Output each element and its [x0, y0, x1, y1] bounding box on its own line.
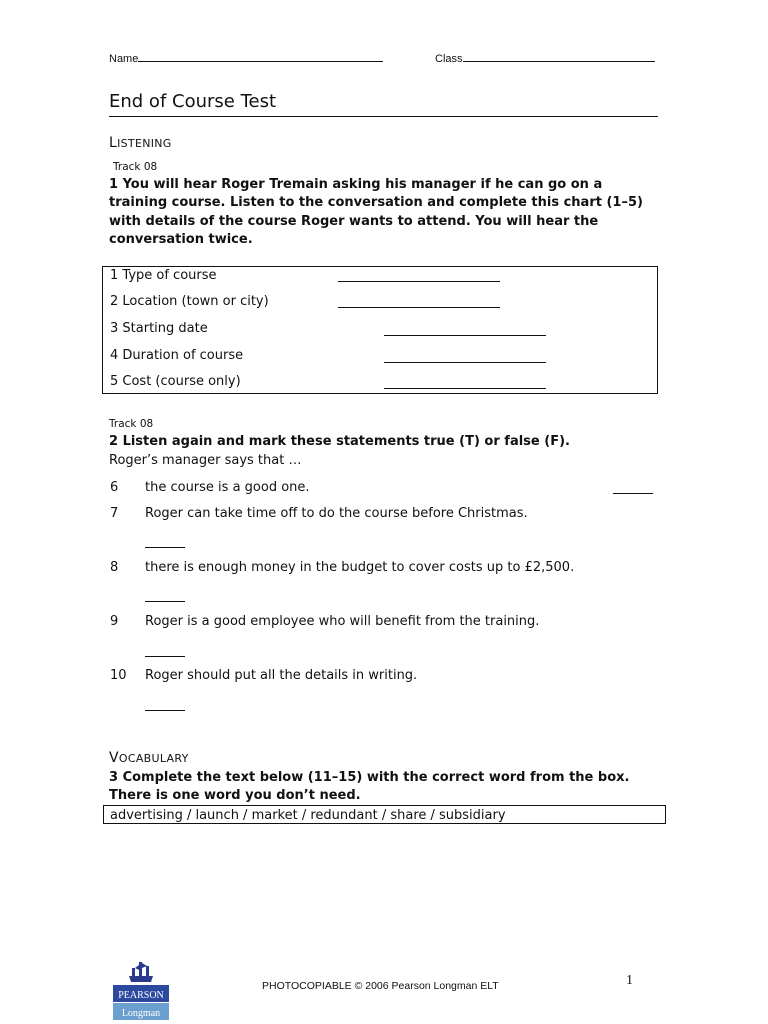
statement-number: 8 — [110, 560, 119, 575]
word-box: advertising / launch / market / redundant / share / subsidiary — [103, 805, 666, 824]
name-blank — [138, 61, 383, 62]
q2-instruction: 2 Listen again and mark these statements true (T) or false (F). — [109, 434, 570, 449]
track-label-2: Track 08 — [109, 418, 154, 430]
answer-blank[interactable] — [145, 655, 185, 657]
statement-text: the course is a good one. — [145, 480, 310, 495]
name-field — [109, 53, 383, 65]
statement-text: Roger should put all the details in writing. — [145, 668, 418, 683]
pearson-longman-logo — [113, 956, 169, 1020]
chart-answer-blank[interactable] — [384, 387, 546, 389]
chart-answer-blank[interactable] — [384, 334, 546, 336]
page-number: 1 — [626, 973, 633, 988]
class-blank — [463, 61, 655, 62]
answer-blank[interactable] — [145, 546, 185, 548]
answer-blank[interactable] — [145, 709, 185, 711]
chart-row-label: 3 Starting date — [110, 321, 208, 336]
vocabulary-heading: VOCABULARY — [109, 750, 189, 766]
chart-row-label: 5 Cost (course only) — [110, 374, 241, 389]
track-label-1: Track 08 — [113, 161, 158, 173]
q1-instruction: 1 You will hear Roger Tremain asking his manager if he can go on a training course. Listen to the conversation and complete this chart (1–5) with details of the course Roger wants to attend. You will hear the conversation twice. — [109, 177, 643, 247]
answer-blank[interactable] — [613, 492, 653, 494]
logo-text-top: PEARSON — [118, 990, 164, 1001]
chart-answer-blank[interactable] — [338, 280, 500, 282]
statement-number: 9 — [110, 614, 119, 629]
chart-answer-blank[interactable] — [384, 361, 546, 363]
statement-text: Roger can take time off to do the course before Christmas. — [145, 506, 528, 521]
chart-row-label: 2 Location (town or city) — [110, 294, 269, 309]
name-label: Name — [109, 53, 139, 65]
listening-heading: LISTENING — [109, 135, 172, 151]
answer-blank[interactable] — [145, 600, 185, 602]
q2-lead: Roger’s manager says that … — [109, 453, 302, 468]
copyright-notice: PHOTOCOPIABLE © 2006 Pearson Longman ELT — [262, 980, 499, 992]
statement-number: 7 — [110, 506, 119, 521]
statement-text: there is enough money in the budget to cover costs up to £2,500. — [145, 560, 575, 575]
logo-text-bottom: Longman — [121, 1008, 161, 1019]
class-field — [435, 53, 655, 65]
title-rule — [109, 116, 658, 117]
page-title: End of Course Test — [109, 91, 277, 112]
class-label: Class — [435, 53, 463, 65]
chart-answer-blank[interactable] — [338, 306, 500, 308]
chart-row-label: 4 Duration of course — [110, 348, 244, 363]
statement-number: 10 — [110, 668, 127, 683]
statement-text: Roger is a good employee who will benefit from the training. — [145, 614, 540, 629]
q3-instruction: 3 Complete the text below (11–15) with the correct word from the box. There is one word you don’t need. — [109, 770, 630, 804]
chart-row-label: 1 Type of course — [110, 268, 217, 283]
statement-number: 6 — [110, 480, 119, 495]
